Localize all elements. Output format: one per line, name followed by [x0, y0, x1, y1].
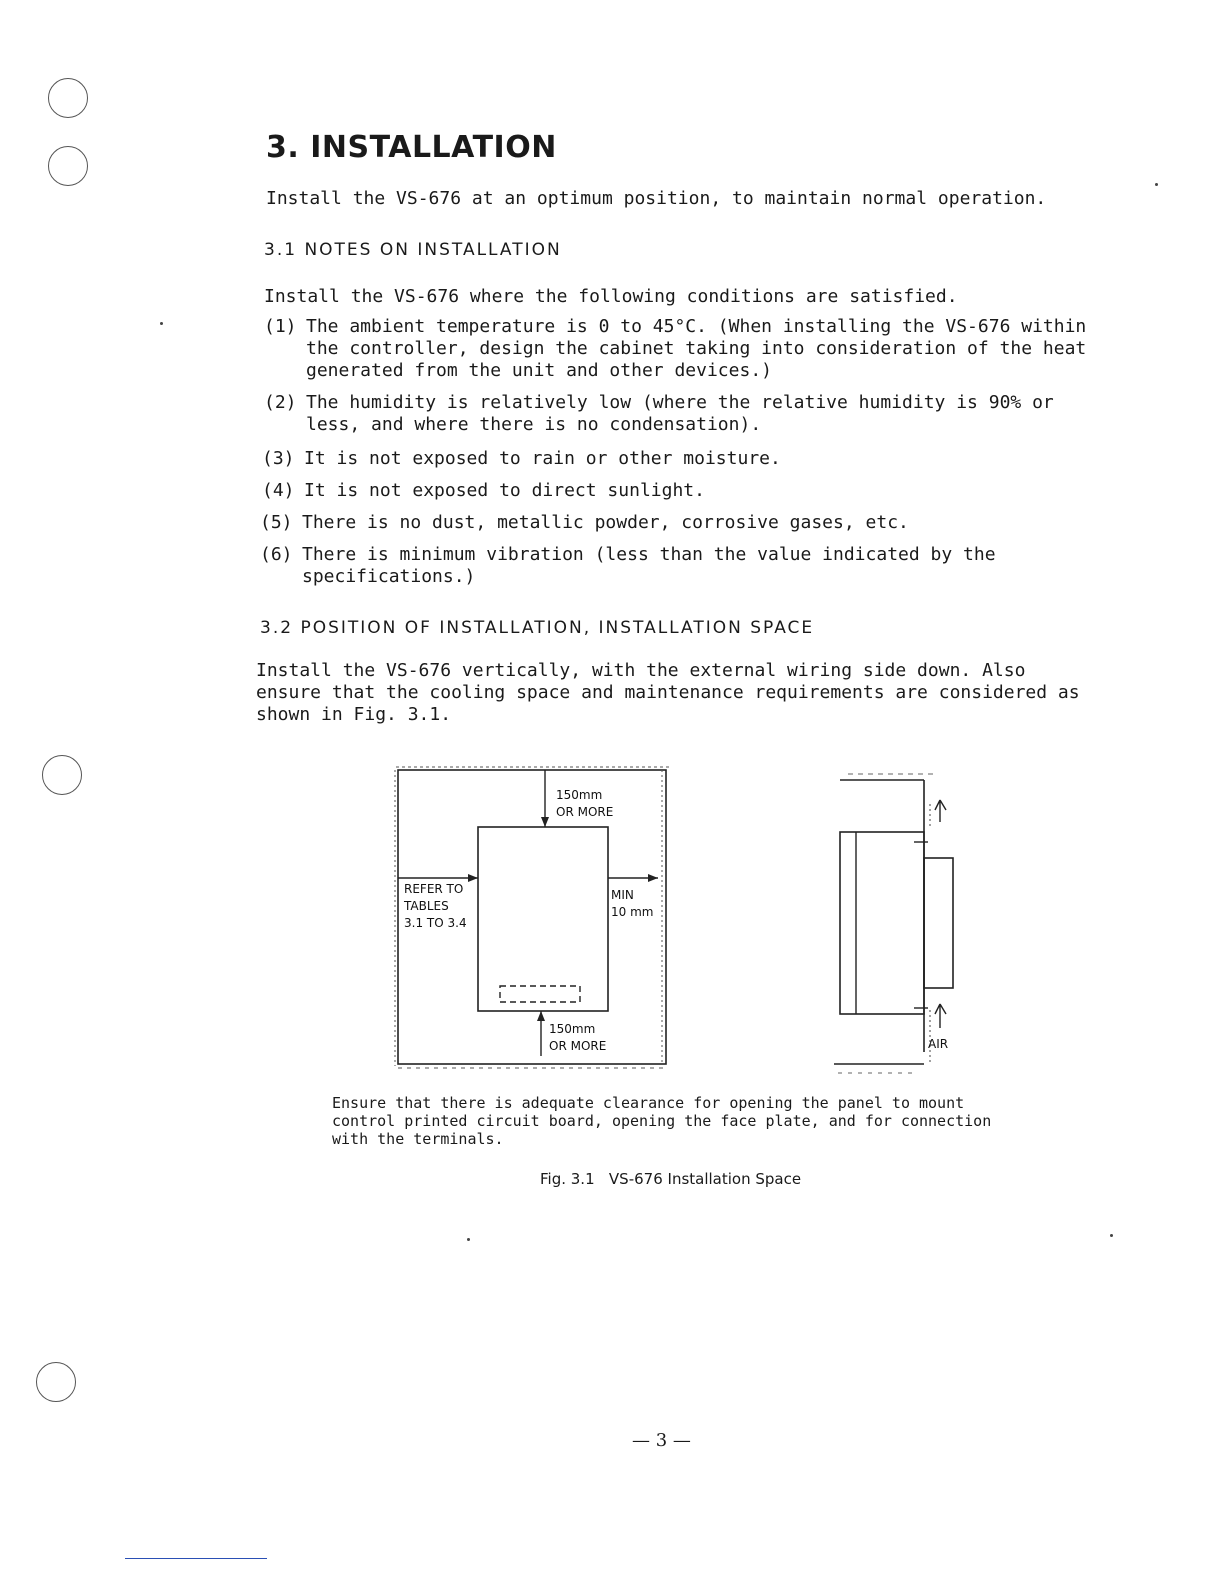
binder-hole [36, 1362, 76, 1402]
top-clearance-qualifier: OR MORE [556, 805, 614, 819]
scan-speck [467, 1238, 470, 1241]
unit-body-side [840, 832, 924, 1014]
figure-note: Ensure that there is adequate clearance for opening the panel to mount control printed circuit board, opening the face plate, and for connection with the terminals. [332, 1094, 992, 1148]
arrow-head [537, 1011, 545, 1021]
item-text: The humidity is relatively low (where the relative humidity is 90% or less, and where there is no condensation). [306, 392, 1054, 435]
binder-hole [42, 755, 82, 795]
air-flow-top-arrow [935, 800, 946, 822]
list-item [264, 316, 1104, 382]
section-heading-position: 3.2 POSITION OF INSTALLATION, INSTALLATION SPACE [260, 618, 815, 638]
bottom-clearance-qualifier: OR MORE [549, 1039, 607, 1053]
scan-speck [1110, 1234, 1113, 1237]
terminal-area [500, 986, 580, 1002]
side-view-diagram [828, 766, 958, 1078]
arrow-head [468, 874, 478, 882]
scan-speck [160, 322, 163, 325]
binder-hole [48, 78, 88, 118]
figure-caption: Fig. 3.1 VS-676 Installation Space [540, 1170, 802, 1188]
item-text: There is no dust, metallic powder, corrosive gases, etc. [302, 512, 909, 533]
item-text: It is not exposed to direct sunlight. [304, 480, 705, 501]
side-ref-line: REFER TO [404, 882, 464, 896]
air-flow-bottom-arrow [935, 1004, 946, 1028]
position-text: Install the VS-676 vertically, with the external wiring side down. Also ensure that the cooling space and maintenance requirements are considered as shown in Fig. 3.1. [256, 660, 1080, 725]
list-item [260, 544, 1100, 588]
binder-hole [48, 146, 88, 186]
page-number: — 3 — [632, 1430, 691, 1451]
scan-speck [1155, 183, 1158, 186]
item-number: (3) [262, 448, 295, 469]
top-clearance-value: 150mm [556, 788, 603, 802]
side-ref-line: TABLES [404, 899, 449, 913]
item-number: (5) [260, 512, 293, 533]
item-number: (1) [264, 316, 297, 337]
item-number: (2) [264, 392, 297, 413]
item-number: (4) [262, 480, 295, 501]
air-label: AIR [928, 1037, 949, 1051]
item-number: (6) [260, 544, 293, 565]
item-text: There is minimum vibration (less than the value indicated by the specifications.) [302, 544, 996, 587]
side-ref-label [404, 881, 467, 932]
bottom-clearance-label [549, 1021, 606, 1055]
section-heading-notes: 3.1 NOTES ON INSTALLATION [264, 240, 562, 260]
side-min-label [611, 887, 653, 921]
arrow-head [541, 817, 549, 827]
bottom-clearance-value: 150mm [549, 1022, 596, 1036]
item-text: The ambient temperature is 0 to 45°C. (When installing the VS-676 within the controller, design the cabinet taking into consideration of the heat generated from the unit and other devices.) [306, 316, 1087, 381]
side-min-line: MIN [611, 888, 634, 902]
conditions-lead: Install the VS-676 where the following conditions are satisfied. [264, 286, 958, 307]
footer-rule [125, 1558, 267, 1559]
top-clearance-label [556, 787, 613, 821]
front-cover [924, 858, 953, 988]
page-title: 3. INSTALLATION [266, 130, 557, 165]
side-min-line: 10 mm [611, 905, 654, 919]
intro-text: Install the VS-676 at an optimum position, to maintain normal operation. [266, 188, 1047, 209]
list-item [264, 392, 1104, 436]
item-text: It is not exposed to rain or other moisture. [304, 448, 781, 469]
arrow-head [648, 874, 658, 882]
unit-outline [478, 827, 608, 1011]
side-ref-line: 3.1 TO 3.4 [404, 916, 467, 930]
